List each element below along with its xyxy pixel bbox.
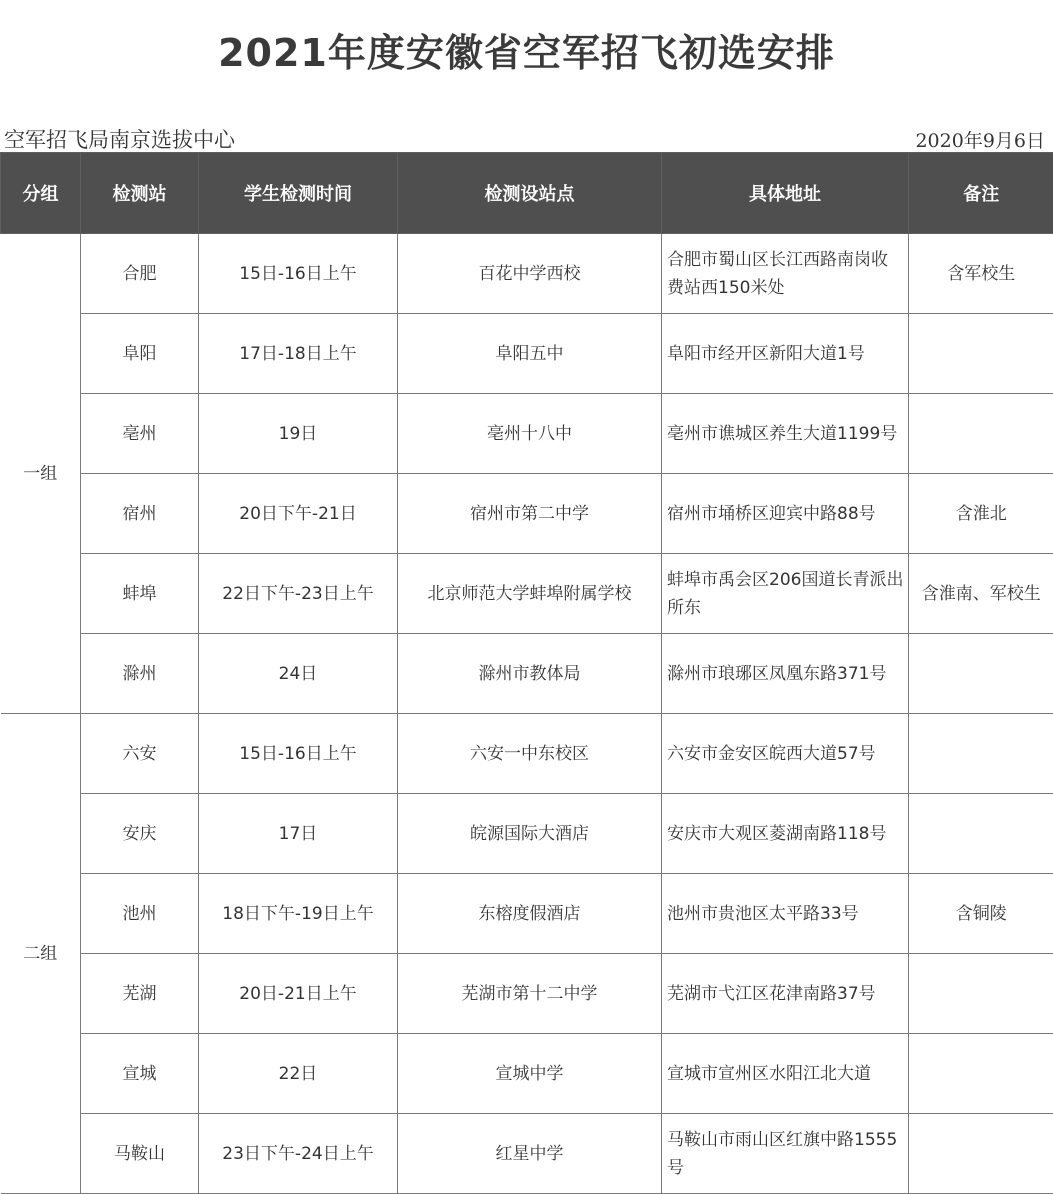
note-cell <box>909 714 1053 794</box>
site-cell: 东榕度假酒店 <box>398 874 662 954</box>
time-cell: 20日下午-21日 <box>199 474 398 554</box>
site-cell: 皖源国际大酒店 <box>398 794 662 874</box>
station-cell: 六安 <box>81 714 199 794</box>
note-cell: 含淮南、军校生 <box>909 554 1053 634</box>
station-cell: 宿州 <box>81 474 199 554</box>
time-cell: 23日下午-24日上午 <box>199 1114 398 1194</box>
station-cell: 蚌埠 <box>81 554 199 634</box>
address-cell: 宿州市埇桥区迎宾中路88号 <box>662 474 909 554</box>
table-row <box>1 954 1053 1034</box>
table-header-row <box>1 153 1053 234</box>
note-cell <box>909 634 1053 714</box>
address-cell: 马鞍山市雨山区红旗中路1555号 <box>662 1114 909 1194</box>
address-cell: 合肥市蜀山区长江西路南岗收费站西150米处 <box>662 234 909 314</box>
address-cell: 亳州市谯城区养生大道1199号 <box>662 394 909 474</box>
time-cell: 19日 <box>199 394 398 474</box>
site-cell: 亳州十八中 <box>398 394 662 474</box>
schedule-table <box>0 152 1053 1194</box>
table-row <box>1 794 1053 874</box>
group-cell: 一组 <box>1 234 81 714</box>
time-cell: 22日 <box>199 1034 398 1114</box>
time-cell: 15日-16日上午 <box>199 234 398 314</box>
time-cell: 24日 <box>199 634 398 714</box>
time-cell: 18日下午-19日上午 <box>199 874 398 954</box>
note-cell <box>909 1114 1053 1194</box>
note-cell <box>909 794 1053 874</box>
note-cell <box>909 954 1053 1034</box>
group-cell: 二组 <box>1 714 81 1194</box>
time-cell: 22日下午-23日上午 <box>199 554 398 634</box>
time-cell: 17日-18日上午 <box>199 314 398 394</box>
address-cell: 蚌埠市禹会区206国道长青派出所东 <box>662 554 909 634</box>
table-row <box>1 1114 1053 1194</box>
address-cell: 宣城市宣州区水阳江北大道 <box>662 1034 909 1114</box>
note-cell <box>909 394 1053 474</box>
address-cell: 滁州市琅琊区凤凰东路371号 <box>662 634 909 714</box>
site-cell: 百花中学西校 <box>398 234 662 314</box>
table-row <box>1 1034 1053 1114</box>
table-body <box>1 234 1053 1194</box>
header-site: 检测设站点 <box>398 153 662 234</box>
note-cell <box>909 1034 1053 1114</box>
station-cell: 池州 <box>81 874 199 954</box>
issue-date: 2020年9月6日 <box>915 126 1045 153</box>
time-cell: 15日-16日上午 <box>199 714 398 794</box>
note-cell: 含铜陵 <box>909 874 1053 954</box>
table-row <box>1 234 1053 314</box>
address-cell: 阜阳市经开区新阳大道1号 <box>662 314 909 394</box>
header-group: 分组 <box>1 153 81 234</box>
site-cell: 宣城中学 <box>398 1034 662 1114</box>
table-row <box>1 554 1053 634</box>
table-row <box>1 314 1053 394</box>
table-row <box>1 474 1053 554</box>
station-cell: 马鞍山 <box>81 1114 199 1194</box>
issuing-organization: 空军招飞局南京选拔中心 <box>4 124 235 154</box>
station-cell: 滁州 <box>81 634 199 714</box>
site-cell: 宿州市第二中学 <box>398 474 662 554</box>
site-cell: 六安一中东校区 <box>398 714 662 794</box>
table-row <box>1 634 1053 714</box>
table-row <box>1 874 1053 954</box>
site-cell: 滁州市教体局 <box>398 634 662 714</box>
site-cell: 红星中学 <box>398 1114 662 1194</box>
address-cell: 六安市金安区皖西大道57号 <box>662 714 909 794</box>
header-note: 备注 <box>909 153 1053 234</box>
site-cell: 芜湖市第十二中学 <box>398 954 662 1034</box>
page-title: 2021年度安徽省空军招飞初选安排 <box>0 22 1053 77</box>
note-cell: 含淮北 <box>909 474 1053 554</box>
header-time: 学生检测时间 <box>199 153 398 234</box>
station-cell: 合肥 <box>81 234 199 314</box>
note-cell <box>909 314 1053 394</box>
address-cell: 池州市贵池区太平路33号 <box>662 874 909 954</box>
address-cell: 安庆市大观区菱湖南路118号 <box>662 794 909 874</box>
header-station: 检测站 <box>81 153 199 234</box>
note-cell: 含军校生 <box>909 234 1053 314</box>
station-cell: 安庆 <box>81 794 199 874</box>
header-address: 具体地址 <box>662 153 909 234</box>
station-cell: 宣城 <box>81 1034 199 1114</box>
site-cell: 北京师范大学蚌埠附属学校 <box>398 554 662 634</box>
table-row <box>1 394 1053 474</box>
site-cell: 阜阳五中 <box>398 314 662 394</box>
station-cell: 亳州 <box>81 394 199 474</box>
time-cell: 20日-21日上午 <box>199 954 398 1034</box>
address-cell: 芜湖市弋江区花津南路37号 <box>662 954 909 1034</box>
station-cell: 阜阳 <box>81 314 199 394</box>
station-cell: 芜湖 <box>81 954 199 1034</box>
table-row <box>1 714 1053 794</box>
time-cell: 17日 <box>199 794 398 874</box>
